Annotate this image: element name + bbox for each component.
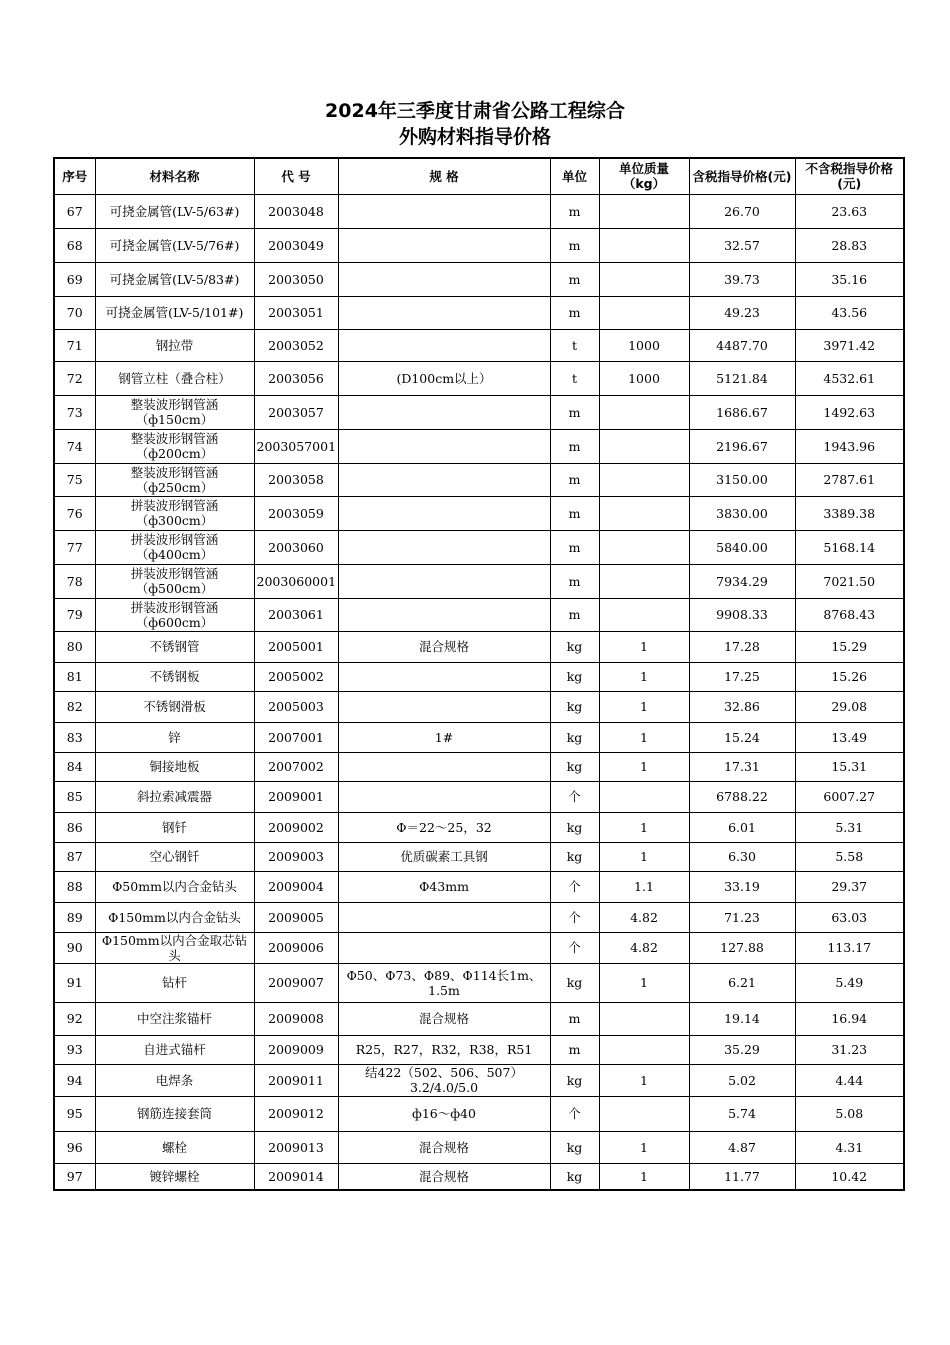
- cell-price-tax: 2196.67: [689, 429, 795, 463]
- cell-seq: 83: [54, 722, 95, 752]
- cell-price-tax: 6.30: [689, 842, 795, 871]
- cell-unit: kg: [550, 842, 599, 871]
- cell-name: 锌: [95, 722, 254, 752]
- table-row: [54, 530, 904, 564]
- table-row: [54, 564, 904, 598]
- cell-spec: Φ50、Φ73、Φ89、Φ114长1m、1.5m: [338, 963, 550, 1002]
- cell-price-notax: 10.42: [795, 1163, 904, 1190]
- cell-weight: 4.82: [599, 932, 689, 963]
- cell-weight: 1: [599, 963, 689, 1002]
- cell-weight: [599, 395, 689, 429]
- cell-code: 2009005: [254, 902, 338, 932]
- cell-price-tax: 17.31: [689, 752, 795, 781]
- cell-unit: 个: [550, 1096, 599, 1131]
- cell-spec: [338, 429, 550, 463]
- cell-seq: 96: [54, 1131, 95, 1163]
- cell-name: 螺栓: [95, 1131, 254, 1163]
- cell-weight: 1: [599, 1131, 689, 1163]
- table-row: [54, 296, 904, 329]
- cell-price-tax: 32.57: [689, 228, 795, 262]
- cell-seq: 95: [54, 1096, 95, 1131]
- cell-code: 2009007: [254, 963, 338, 1002]
- table-row: [54, 361, 904, 395]
- cell-seq: 77: [54, 530, 95, 564]
- table-row: [54, 963, 904, 1002]
- cell-unit: m: [550, 530, 599, 564]
- cell-price-tax: 32.86: [689, 691, 795, 722]
- cell-weight: [599, 564, 689, 598]
- cell-price-tax: 4487.70: [689, 329, 795, 361]
- cell-price-notax: 15.26: [795, 662, 904, 691]
- cell-code: 2005003: [254, 691, 338, 722]
- cell-spec: [338, 564, 550, 598]
- table-row: [54, 871, 904, 902]
- cell-price-notax: 15.29: [795, 631, 904, 662]
- cell-price-notax: 31.23: [795, 1035, 904, 1064]
- cell-weight: [599, 228, 689, 262]
- header-price-tax: 含税指导价格(元): [689, 158, 795, 194]
- cell-weight: [599, 496, 689, 530]
- table-header-row: [54, 158, 904, 194]
- cell-name: 不锈钢滑板: [95, 691, 254, 722]
- header-code: 代 号: [254, 158, 338, 194]
- cell-price-notax: 5.31: [795, 812, 904, 842]
- cell-weight: 1.1: [599, 871, 689, 902]
- cell-price-tax: 3830.00: [689, 496, 795, 530]
- header-price-notax: 不含税指导价格(元): [795, 158, 904, 194]
- cell-weight: 1: [599, 812, 689, 842]
- cell-spec: 优质碳素工具钢: [338, 842, 550, 871]
- cell-seq: 69: [54, 262, 95, 296]
- table-body: [54, 194, 904, 1190]
- cell-price-notax: 3389.38: [795, 496, 904, 530]
- table-row: [54, 752, 904, 781]
- cell-weight: 1: [599, 752, 689, 781]
- cell-weight: [599, 1002, 689, 1035]
- cell-price-tax: 9908.33: [689, 598, 795, 631]
- cell-code: 2003057: [254, 395, 338, 429]
- cell-seq: 93: [54, 1035, 95, 1064]
- cell-price-notax: 16.94: [795, 1002, 904, 1035]
- cell-code: 2009006: [254, 932, 338, 963]
- cell-unit: kg: [550, 1064, 599, 1096]
- table-row: [54, 1064, 904, 1096]
- cell-code: 2003049: [254, 228, 338, 262]
- cell-code: 2009012: [254, 1096, 338, 1131]
- cell-unit: kg: [550, 1163, 599, 1190]
- cell-seq: 90: [54, 932, 95, 963]
- cell-unit: m: [550, 598, 599, 631]
- cell-price-notax: 23.63: [795, 194, 904, 228]
- cell-code: 2009014: [254, 1163, 338, 1190]
- cell-price-notax: 5.08: [795, 1096, 904, 1131]
- cell-price-notax: 13.49: [795, 722, 904, 752]
- cell-spec: 1#: [338, 722, 550, 752]
- cell-seq: 73: [54, 395, 95, 429]
- cell-code: 2007002: [254, 752, 338, 781]
- cell-spec: [338, 598, 550, 631]
- cell-unit: kg: [550, 691, 599, 722]
- cell-price-tax: 33.19: [689, 871, 795, 902]
- cell-seq: 68: [54, 228, 95, 262]
- cell-spec: [338, 530, 550, 564]
- header-unit: 单位: [550, 158, 599, 194]
- cell-code: 2003058: [254, 463, 338, 496]
- cell-price-tax: 26.70: [689, 194, 795, 228]
- cell-name: 可挠金属管(LV-5/63#): [95, 194, 254, 228]
- cell-code: 2003060001: [254, 564, 338, 598]
- cell-seq: 74: [54, 429, 95, 463]
- cell-name: 可挠金属管(LV-5/83#): [95, 262, 254, 296]
- cell-price-tax: 5840.00: [689, 530, 795, 564]
- cell-spec: [338, 194, 550, 228]
- cell-price-notax: 5.49: [795, 963, 904, 1002]
- cell-code: 2007001: [254, 722, 338, 752]
- cell-seq: 78: [54, 564, 95, 598]
- cell-spec: 混合规格: [338, 631, 550, 662]
- cell-price-notax: 29.37: [795, 871, 904, 902]
- cell-seq: 76: [54, 496, 95, 530]
- cell-name: 拼装波形钢管涵（ф500cm）: [95, 564, 254, 598]
- cell-spec: 混合规格: [338, 1163, 550, 1190]
- cell-price-notax: 4532.61: [795, 361, 904, 395]
- table-row: [54, 1131, 904, 1163]
- cell-price-tax: 19.14: [689, 1002, 795, 1035]
- cell-name: 不锈钢管: [95, 631, 254, 662]
- header-name: 材料名称: [95, 158, 254, 194]
- cell-name: 拼装波形钢管涵（ф400cm）: [95, 530, 254, 564]
- cell-price-tax: 5121.84: [689, 361, 795, 395]
- cell-seq: 80: [54, 631, 95, 662]
- cell-code: 2005001: [254, 631, 338, 662]
- cell-unit: kg: [550, 722, 599, 752]
- cell-price-notax: 8768.43: [795, 598, 904, 631]
- cell-weight: 1: [599, 691, 689, 722]
- cell-price-tax: 15.24: [689, 722, 795, 752]
- cell-name: 可挠金属管(LV-5/76#): [95, 228, 254, 262]
- cell-unit: m: [550, 1002, 599, 1035]
- cell-price-tax: 127.88: [689, 932, 795, 963]
- cell-weight: [599, 598, 689, 631]
- cell-price-notax: 28.83: [795, 228, 904, 262]
- cell-unit: m: [550, 262, 599, 296]
- cell-spec: [338, 296, 550, 329]
- cell-price-notax: 3971.42: [795, 329, 904, 361]
- cell-price-notax: 5.58: [795, 842, 904, 871]
- cell-name: 钻杆: [95, 963, 254, 1002]
- cell-price-tax: 11.77: [689, 1163, 795, 1190]
- table-row: [54, 194, 904, 228]
- cell-weight: [599, 463, 689, 496]
- cell-spec: [338, 752, 550, 781]
- cell-seq: 86: [54, 812, 95, 842]
- cell-weight: [599, 296, 689, 329]
- cell-spec: [338, 662, 550, 691]
- cell-unit: m: [550, 429, 599, 463]
- cell-weight: 1: [599, 1163, 689, 1190]
- price-table: [53, 157, 905, 1191]
- cell-seq: 75: [54, 463, 95, 496]
- cell-price-tax: 71.23: [689, 902, 795, 932]
- cell-name: 钢筋连接套筒: [95, 1096, 254, 1131]
- cell-weight: [599, 1035, 689, 1064]
- cell-price-notax: 29.08: [795, 691, 904, 722]
- cell-unit: m: [550, 228, 599, 262]
- cell-price-notax: 1492.63: [795, 395, 904, 429]
- cell-name: 自进式锚杆: [95, 1035, 254, 1064]
- table-row: [54, 228, 904, 262]
- cell-spec: [338, 395, 550, 429]
- cell-price-notax: 5168.14: [795, 530, 904, 564]
- cell-code: 2003050: [254, 262, 338, 296]
- cell-price-notax: 2787.61: [795, 463, 904, 496]
- cell-weight: 1: [599, 662, 689, 691]
- cell-code: 2003059: [254, 496, 338, 530]
- cell-seq: 72: [54, 361, 95, 395]
- cell-weight: [599, 262, 689, 296]
- cell-code: 2009002: [254, 812, 338, 842]
- cell-seq: 70: [54, 296, 95, 329]
- cell-price-tax: 5.74: [689, 1096, 795, 1131]
- cell-price-notax: 43.56: [795, 296, 904, 329]
- table-row: [54, 722, 904, 752]
- cell-name: Φ150mm以内合金取芯钻头: [95, 932, 254, 963]
- cell-price-notax: 113.17: [795, 932, 904, 963]
- cell-name: 铜接地板: [95, 752, 254, 781]
- cell-code: 2009011: [254, 1064, 338, 1096]
- table-row: [54, 691, 904, 722]
- cell-name: 整装波形钢管涵（ф200cm）: [95, 429, 254, 463]
- cell-spec: [338, 932, 550, 963]
- table-row: [54, 1002, 904, 1035]
- cell-name: Φ150mm以内合金钻头: [95, 902, 254, 932]
- cell-code: 2003051: [254, 296, 338, 329]
- cell-seq: 89: [54, 902, 95, 932]
- cell-weight: [599, 781, 689, 812]
- cell-unit: m: [550, 395, 599, 429]
- cell-name: 斜拉索减震器: [95, 781, 254, 812]
- cell-weight: [599, 194, 689, 228]
- table-row: [54, 812, 904, 842]
- cell-weight: 1000: [599, 329, 689, 361]
- table-row: [54, 329, 904, 361]
- header-spec: 规 格: [338, 158, 550, 194]
- cell-weight: 1: [599, 722, 689, 752]
- cell-seq: 88: [54, 871, 95, 902]
- cell-unit: m: [550, 496, 599, 530]
- cell-price-notax: 4.44: [795, 1064, 904, 1096]
- cell-unit: 个: [550, 902, 599, 932]
- table-row: [54, 902, 904, 932]
- cell-price-tax: 6.21: [689, 963, 795, 1002]
- cell-code: 2003048: [254, 194, 338, 228]
- cell-seq: 79: [54, 598, 95, 631]
- table-row: [54, 631, 904, 662]
- cell-price-tax: 17.25: [689, 662, 795, 691]
- cell-weight: [599, 429, 689, 463]
- cell-seq: 82: [54, 691, 95, 722]
- cell-name: 钢管立柱（叠合柱）: [95, 361, 254, 395]
- cell-weight: [599, 530, 689, 564]
- cell-price-notax: 4.31: [795, 1131, 904, 1163]
- table-row: [54, 781, 904, 812]
- cell-code: 2009009: [254, 1035, 338, 1064]
- cell-weight: 1000: [599, 361, 689, 395]
- cell-code: 2003060: [254, 530, 338, 564]
- cell-code: 2009003: [254, 842, 338, 871]
- table-row: [54, 496, 904, 530]
- table-row: [54, 662, 904, 691]
- cell-code: 2003061: [254, 598, 338, 631]
- cell-spec: [338, 228, 550, 262]
- header-weight: 单位质量（kg）: [599, 158, 689, 194]
- cell-code: 2003052: [254, 329, 338, 361]
- cell-unit: kg: [550, 812, 599, 842]
- cell-weight: 1: [599, 631, 689, 662]
- cell-unit: kg: [550, 631, 599, 662]
- table-row: [54, 1035, 904, 1064]
- cell-seq: 81: [54, 662, 95, 691]
- table-row: [54, 598, 904, 631]
- cell-name: 整装波形钢管涵（ф150cm）: [95, 395, 254, 429]
- cell-name: 整装波形钢管涵（ф250cm）: [95, 463, 254, 496]
- cell-name: 钢钎: [95, 812, 254, 842]
- cell-code: 2009001: [254, 781, 338, 812]
- cell-spec: 结422（502、506、507）3.2/4.0/5.0: [338, 1064, 550, 1096]
- cell-name: Φ50mm以内合金钻头: [95, 871, 254, 902]
- cell-seq: 91: [54, 963, 95, 1002]
- cell-seq: 92: [54, 1002, 95, 1035]
- cell-unit: kg: [550, 752, 599, 781]
- cell-name: 不锈钢板: [95, 662, 254, 691]
- cell-price-notax: 15.31: [795, 752, 904, 781]
- cell-seq: 84: [54, 752, 95, 781]
- cell-name: 镀锌螺栓: [95, 1163, 254, 1190]
- cell-seq: 87: [54, 842, 95, 871]
- table-row: [54, 1163, 904, 1190]
- cell-seq: 97: [54, 1163, 95, 1190]
- cell-weight: [599, 1096, 689, 1131]
- cell-spec: R25，R27，R32，R38，R51: [338, 1035, 550, 1064]
- cell-price-tax: 49.23: [689, 296, 795, 329]
- cell-spec: 混合规格: [338, 1002, 550, 1035]
- page-title-line1: 2024年三季度甘肃省公路工程综合: [325, 100, 625, 122]
- cell-price-tax: 1686.67: [689, 395, 795, 429]
- cell-unit: t: [550, 329, 599, 361]
- cell-price-notax: 35.16: [795, 262, 904, 296]
- cell-spec: [338, 329, 550, 361]
- cell-spec: [338, 781, 550, 812]
- cell-spec: 混合规格: [338, 1131, 550, 1163]
- table-row: [54, 463, 904, 496]
- cell-weight: 4.82: [599, 902, 689, 932]
- cell-code: 2009013: [254, 1131, 338, 1163]
- cell-unit: m: [550, 564, 599, 598]
- cell-unit: m: [550, 194, 599, 228]
- cell-name: 可挠金属管(LV-5/101#): [95, 296, 254, 329]
- cell-seq: 94: [54, 1064, 95, 1096]
- cell-code: 2009008: [254, 1002, 338, 1035]
- cell-unit: kg: [550, 1131, 599, 1163]
- table-row: [54, 1096, 904, 1131]
- cell-spec: Φ＝22～25，32: [338, 812, 550, 842]
- cell-unit: kg: [550, 662, 599, 691]
- cell-spec: Φ43mm: [338, 871, 550, 902]
- cell-price-tax: 6788.22: [689, 781, 795, 812]
- cell-name: 空心钢钎: [95, 842, 254, 871]
- cell-seq: 85: [54, 781, 95, 812]
- cell-weight: 1: [599, 1064, 689, 1096]
- cell-unit: m: [550, 1035, 599, 1064]
- cell-spec: (D100cm以上）: [338, 361, 550, 395]
- page-title-line2: 外购材料指导价格: [398, 126, 551, 148]
- cell-unit: m: [550, 296, 599, 329]
- cell-price-notax: 7021.50: [795, 564, 904, 598]
- cell-price-notax: 63.03: [795, 902, 904, 932]
- cell-price-tax: 35.29: [689, 1035, 795, 1064]
- table-row: [54, 429, 904, 463]
- cell-price-tax: 7934.29: [689, 564, 795, 598]
- cell-unit: m: [550, 463, 599, 496]
- cell-seq: 71: [54, 329, 95, 361]
- cell-price-tax: 39.73: [689, 262, 795, 296]
- table-row: [54, 932, 904, 963]
- cell-price-tax: 17.28: [689, 631, 795, 662]
- header-seq: 序号: [54, 158, 95, 194]
- cell-spec: [338, 463, 550, 496]
- table-row: [54, 395, 904, 429]
- cell-unit: 个: [550, 871, 599, 902]
- cell-code: 2005002: [254, 662, 338, 691]
- cell-price-notax: 1943.96: [795, 429, 904, 463]
- cell-spec: [338, 262, 550, 296]
- cell-unit: 个: [550, 781, 599, 812]
- cell-code: 2003057001: [254, 429, 338, 463]
- cell-spec: [338, 691, 550, 722]
- cell-spec: [338, 902, 550, 932]
- cell-unit: t: [550, 361, 599, 395]
- cell-price-tax: 4.87: [689, 1131, 795, 1163]
- table-row: [54, 842, 904, 871]
- cell-unit: kg: [550, 963, 599, 1002]
- table-row: [54, 262, 904, 296]
- cell-code: 2009004: [254, 871, 338, 902]
- cell-name: 中空注浆锚杆: [95, 1002, 254, 1035]
- cell-code: 2003056: [254, 361, 338, 395]
- cell-spec: [338, 496, 550, 530]
- cell-price-notax: 6007.27: [795, 781, 904, 812]
- cell-price-tax: 5.02: [689, 1064, 795, 1096]
- cell-weight: 1: [599, 842, 689, 871]
- cell-seq: 67: [54, 194, 95, 228]
- cell-unit: 个: [550, 932, 599, 963]
- cell-spec: ф16～ф40: [338, 1096, 550, 1131]
- cell-name: 钢拉带: [95, 329, 254, 361]
- cell-name: 拼装波形钢管涵（ф300cm）: [95, 496, 254, 530]
- cell-name: 电焊条: [95, 1064, 254, 1096]
- cell-price-tax: 3150.00: [689, 463, 795, 496]
- cell-price-tax: 6.01: [689, 812, 795, 842]
- cell-name: 拼装波形钢管涵（ф600cm）: [95, 598, 254, 631]
